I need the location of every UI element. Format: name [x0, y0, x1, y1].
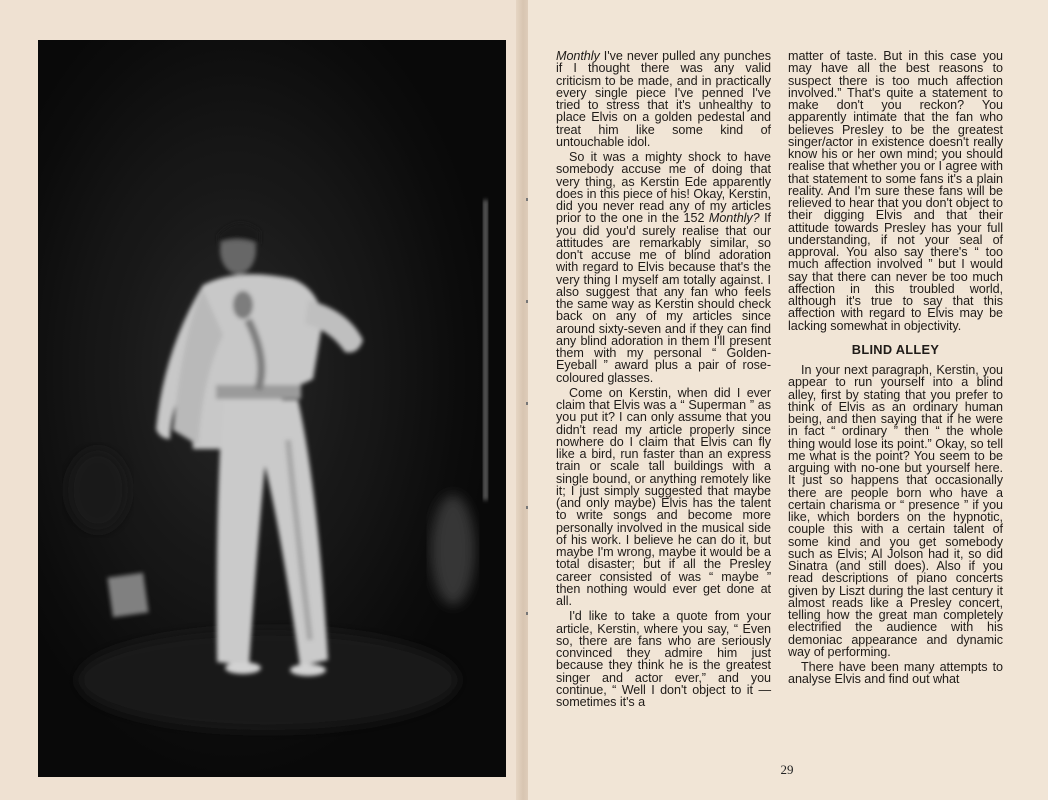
paragraph-text: I'd like to take a quote from your article, Kerstin, where you say, “ Even so, there are fans who are seriously convinced they admire him just because they think he is the greatest singer and actor ever,” and you continue, “ Well I don't object to it — sometimes it's a — [556, 609, 771, 709]
page-number: 29 — [780, 762, 794, 777]
left-page — [0, 0, 520, 800]
magazine-title: Monthly — [556, 49, 600, 63]
paragraph-text: Come on Kerstin, when did I ever claim that Elvis was a “ Superman ” as you put it? I can only assume that you didn't read my article properly since nowhere do I claim that Elvis can fly like a bird, run faster than an express train or scale tall buildings with a single bound, or anything remotely like it; I just simply suggested that maybe (and only maybe) Elvis has the talent to write songs and become more personally involved in the musical side of his work. I believe he can do it, but maybe I'm wrong, maybe it would be a total disaster; but if all the Presley career consisted of was “ maybe ” then nothing would ever get done at all. — [556, 385, 771, 608]
article-column-right — [788, 50, 1003, 686]
concert-photo — [38, 40, 506, 777]
article-paragraph — [556, 151, 771, 384]
paragraph-text: I've never pulled any punches if I thought there was any valid criticism to be made, and in practically every single piece I've penned I've tried to stress that it's unhealthy to place Elvis on a golden pedestal and treat him like some kind of untouchable idol. — [556, 49, 771, 149]
article-paragraph — [788, 661, 1003, 686]
article-paragraph — [788, 364, 1003, 658]
paragraph-text: There have been many attempts to analyse Elvis and find out what — [788, 660, 1003, 687]
article-paragraph — [556, 50, 771, 148]
article-column-left — [556, 50, 771, 708]
paragraph-text: If you did you'd surely realise that our attitudes are remarkably similar, so don't accuse me of blind adoration with regard to Elvis because that's the very thing I myself am totally against. I also suggest that any fan who feels the same way as Kerstin should check back on any of my articles since around sixty-seven and if they can find any blind adoration in them I'll present them with my personal “ Golden-Eyeball ” award plus a pair of rose-coloured glasses. — [556, 211, 771, 385]
paragraph-text: In your next paragraph, Kerstin, you appear to run yourself into a blind alley, first by stating that you prefer to think of Elvis as an ordinary human being, and then saying that if he were in fact “ ordinary ” then “ the whole thing would lose its point.” Okay, so tell me what is the point? You seem to be arguing with no-one but yourself here. It just so happens that occasionally there are people born who have a certain charisma or “ presence ” if you like, which borders on the hypnotic, couple this with a certain talent of some kind and you get somebody such as Elvis; Al Jolson had it, so did Sinatra (and still does). Also if you read descriptions of piano concerts given by Liszt during the last century it almost reads like a Presley concert, telling how the great man completely electrified the audience with his demoniac appearance and dynamic way of performing. — [788, 363, 1003, 659]
elvis-on-stage-illustration — [38, 40, 506, 777]
paragraph-text: matter of taste. But in this case you may have all the best reasons to suspect there is too much affection involved.” That's quite a statement to make don't you reckon? You apparently intimate that the fan who believes Presley to be the greatest singer/actor in existence doesn't really know his or her own mind; you should realise that whether you or I agree with that statement to some fans it's a plain reality. And I'm sure these fans will be relieved to hear that you don't object to their digging Elvis and that their attitude towards Presley has your full understanding, if not your seal of approval. You also say there's “ too much affection involved ” but I would say that there can never be too much affection in this troubled world, although it's true to say that this affection with regard to Elvis may be lacking somewhat in objectivity. — [788, 49, 1004, 333]
article-paragraph — [556, 387, 771, 608]
section-subheading: BLIND ALLEY — [851, 341, 940, 357]
magazine-title: Monthly? — [708, 211, 760, 226]
article-paragraph — [556, 610, 771, 708]
article-paragraph — [788, 50, 1003, 332]
paragraph-text: So it was a mighty shock to have somebody accuse me of doing that very thing, as Kerstin Ede apparently does in this piece of his! Okay, Kerstin, did you never read any of my articles prior to the one in the 152 — [556, 150, 771, 226]
